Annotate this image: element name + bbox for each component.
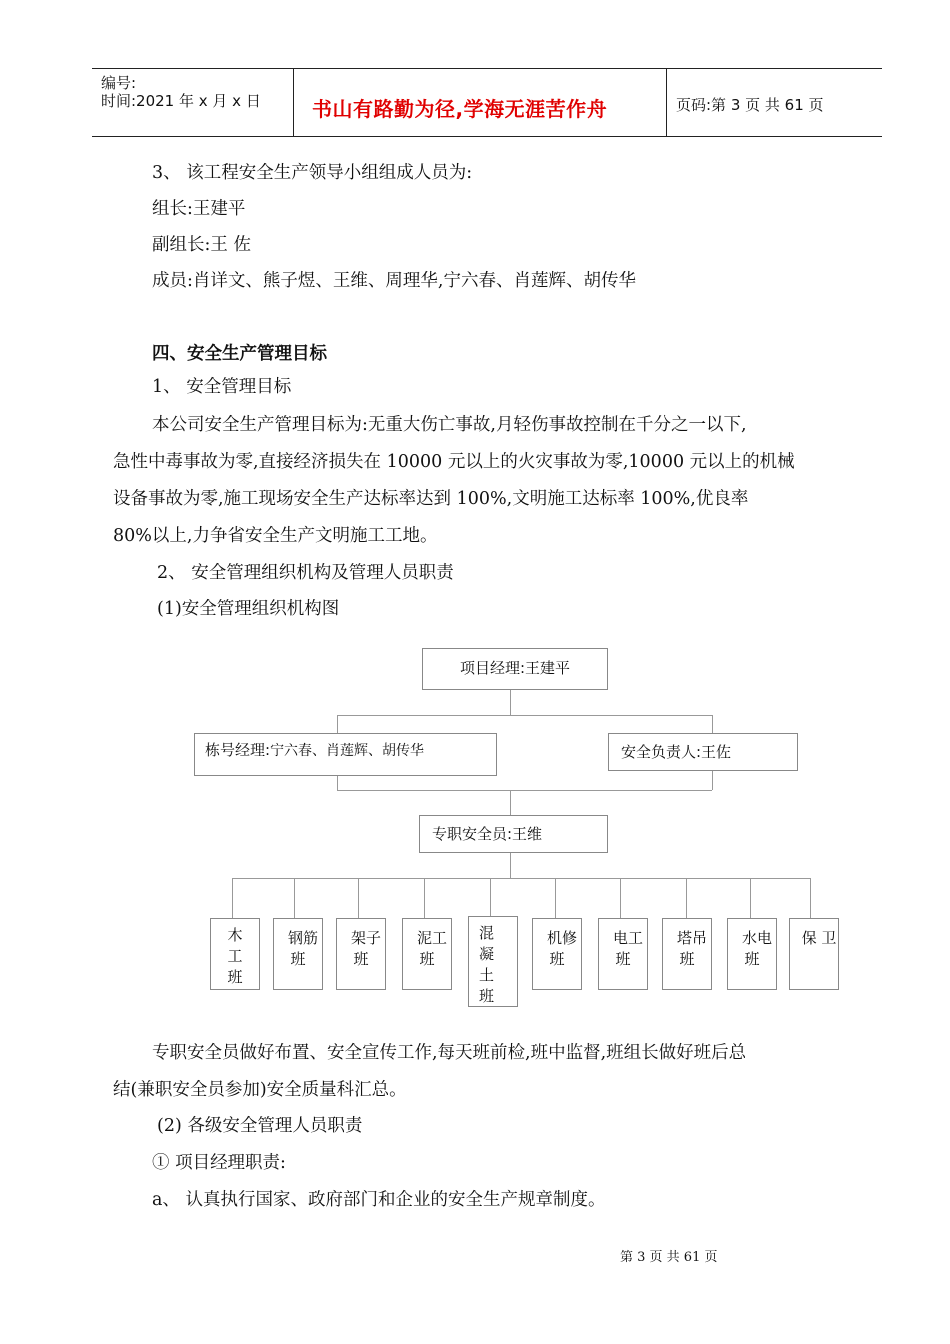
connector-to-officer	[510, 790, 511, 815]
team-drop	[294, 878, 295, 918]
section-4-item-2: 2、 安全管理组织机构及管理人员职责	[157, 563, 454, 583]
team-label: 架子班	[350, 929, 381, 968]
team-label: 木工班	[227, 926, 243, 986]
team-label: 机修班	[546, 929, 577, 968]
connector-top-bar	[337, 715, 712, 716]
header-motto: 书山有路勤为径,学海无涯苦作舟	[312, 97, 608, 121]
header-page-label: 页码:第 3 页 共 61 页	[676, 96, 824, 114]
project-manager-box	[422, 648, 608, 690]
connector-left-up	[337, 715, 338, 733]
team-box-concrete	[468, 916, 518, 1007]
team-drop	[358, 878, 359, 918]
building-manager-box	[194, 733, 497, 776]
team-drop	[810, 878, 811, 918]
team-drop	[490, 878, 491, 916]
paragraph-2-line-1: 专职安全员做好布置、安全宣传工作,每天班前检,班中监督,班组长做好班后总	[152, 1043, 747, 1063]
team-label: 钢筋班	[287, 929, 318, 968]
connector-officer-down	[510, 852, 511, 878]
header-divider-left	[293, 68, 294, 137]
header-number-label: 编号:	[101, 74, 137, 92]
team-drop	[424, 878, 425, 918]
team-box-machine-repair	[532, 918, 582, 990]
team-label: 泥工班	[416, 929, 447, 968]
section-4-title: 四、安全生产管理目标	[152, 344, 327, 364]
team-drop	[686, 878, 687, 918]
section-4-item-1: 1、 安全管理目标	[152, 377, 292, 397]
building-manager-names: 宁六春、肖莲辉、胡传华	[270, 743, 425, 759]
project-manager-duties: ① 项目经理职责:	[152, 1153, 286, 1173]
paragraph-1-line-2: 急性中毒事故为零,直接经济损失在 10000 元以上的火灾事故为零,10000 元以上的机械	[113, 452, 795, 472]
connector-right-up	[712, 715, 713, 733]
team-box-rebar	[273, 918, 323, 990]
header-top-rule	[92, 68, 882, 69]
leader-line: 组长:王建平	[152, 199, 246, 219]
paragraph-1-line-4: 80%以上,力争省安全生产文明施工工地。	[113, 526, 438, 546]
connector-pm-down	[510, 690, 511, 715]
safety-officer-text: 专职安全员:王维	[432, 825, 543, 843]
team-box-security	[789, 918, 839, 990]
header-time-label: 时间:2021 年 x 月 x 日	[101, 92, 261, 110]
connector-team-bar	[232, 878, 810, 879]
team-box-electrical	[598, 918, 648, 990]
footer-page-number: 第 3 页 共 61 页	[620, 1250, 718, 1265]
header-bottom-rule	[92, 136, 882, 137]
paragraph-1-line-1: 本公司安全生产管理目标为:无重大伤亡事故,月轻伤事故控制在千分之一以下,	[152, 415, 747, 435]
team-label: 水电班	[741, 929, 772, 968]
team-box-tower-crane	[662, 918, 712, 990]
paragraph-2-line-2: 结(兼职安全员参加)安全质量科汇总。	[113, 1080, 407, 1100]
safety-lead-box	[608, 733, 798, 771]
team-label: 塔吊班	[676, 929, 707, 968]
team-label: 电工班	[612, 929, 643, 968]
team-box-masonry	[402, 918, 452, 990]
header-divider-right	[666, 68, 667, 137]
team-drop	[555, 878, 556, 918]
subsection-2: (2) 各级安全管理人员职责	[157, 1116, 363, 1136]
team-drop	[232, 878, 233, 918]
building-manager-label: 栋号经理:	[205, 741, 271, 759]
project-manager-text: 项目经理:王建平	[459, 659, 571, 677]
connector-right-down	[712, 770, 713, 790]
safety-officer-box	[419, 815, 608, 853]
item-3: 3、 该工程安全生产领导小组组成人员为:	[152, 163, 473, 183]
team-drop	[750, 878, 751, 918]
team-box-plumbing	[727, 918, 777, 990]
connector-bottom-bar	[337, 790, 712, 791]
connector-left-down	[337, 775, 338, 790]
team-label: 混凝土班	[479, 924, 495, 1005]
team-box-carpentry	[210, 918, 260, 990]
deputy-line: 副组长:王 佐	[152, 235, 251, 255]
team-label: 保 卫	[801, 929, 837, 947]
members-line: 成员:肖详文、熊子煜、王维、周理华,宁六春、肖莲辉、胡传华	[152, 271, 636, 291]
safety-lead-text: 安全负责人:王佐	[621, 743, 732, 761]
paragraph-1-line-3: 设备事故为零,施工现场安全生产达标率达到 100%,文明施工达标率 100%,优良率	[113, 489, 749, 509]
team-box-scaffold	[336, 918, 386, 990]
org-chart-title: (1)安全管理组织机构图	[157, 599, 340, 619]
duty-a: a、 认真执行国家、政府部门和企业的安全生产规章制度。	[152, 1190, 606, 1210]
team-drop	[620, 878, 621, 918]
